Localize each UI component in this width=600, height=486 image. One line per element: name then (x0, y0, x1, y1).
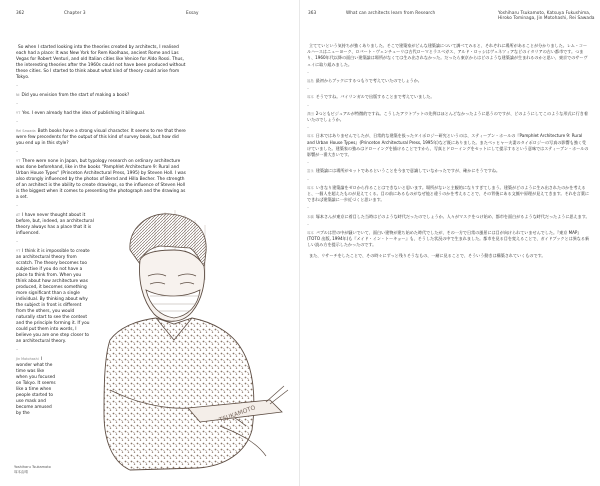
speaker-label: 本橋 (307, 214, 314, 219)
speaker-label: 澤田 (307, 111, 314, 116)
paragraph (307, 111, 590, 123)
right-body-text (307, 43, 590, 263)
paragraph-text: そうですね。バイリンガルで出版することまで考えていました。 (315, 94, 435, 100)
speaker-label: 富永 (307, 169, 314, 174)
paragraph (16, 128, 186, 147)
artist-signature: TSUKAMOTO (218, 404, 257, 424)
paragraph (16, 110, 186, 117)
speaker-label: YT (16, 159, 21, 163)
paragraph (307, 94, 590, 100)
left-footer (14, 465, 51, 474)
paragraph (16, 44, 186, 81)
paragraph-text: 建築論には場所がセットであるということを今まで意識していなかったですが、確かにそうですね。 (315, 168, 500, 174)
left-section-label: Essay (186, 10, 199, 15)
divider: – (16, 240, 19, 245)
paragraph-text: Both books have a strong visual character. It seems to me that there were few precedents for the output of this kind of survey book, but how did you end up in this style? (16, 129, 186, 146)
paragraph (307, 253, 590, 259)
speaker-label: 塚本 (307, 231, 314, 236)
speaker-label: Jin Motohashi (16, 357, 39, 361)
paragraph (307, 78, 590, 84)
divider: – (16, 84, 19, 89)
divider: – (16, 150, 19, 155)
divider: – (16, 348, 19, 353)
speaker-label: Ni (16, 93, 20, 97)
paragraph-text: 2つともビジュアルが特徴的ですね。こうしたアウトプットの先例はほとんどなかったように思うのですが、どのようにしてこのような形式に行き着いたのでしょうか。 (307, 110, 588, 123)
speaker-label: 福島 (307, 79, 314, 84)
right-chapter-title: What can architects learn from Research (346, 10, 436, 15)
paragraph-text: いきなり建築論をゼロから作ることはできないと思います。場所がないと主観的になりすぎてしまう。建築がどのように生み出されたのかを考えると、一個人を超えたものが見えてくる。目の前にあるものがなぜ他と違うのかを考えることで、その背後にある文脈や原理が見えてきます。それを言葉にできれば建築論に一歩近づくと思います。 (307, 184, 590, 203)
paragraph (307, 133, 590, 158)
paragraph (16, 356, 56, 417)
left-chapter-label: Chapter 3 (64, 10, 86, 15)
paragraph-text: So when I started looking into the theories created by architects, I realised each had a place: It was New York for Rem Koolhaas, ancient Rome and Las Vegas for Robert Venturi, and old Italian cities like Venice for Aldo Rossi. Thus, the interesting theories after the 1960s could not have been produced without these cities. So I started to think about what kind of theory could arise from Tokyo. (16, 45, 186, 80)
footer-author-name-ja: 塚本由晴 (14, 469, 28, 474)
portrait-illustration (70, 190, 296, 474)
paragraph-text: 日本ではありませんでしたが、日常的な建築を扱ったタイポロジー研究というのは、スティーブン・ホールの『Pamphlet Architecture 9: Rural and Urban House Types』(Princeton Architectural Press, 1995年)など既にありました。またベッヒャー夫妻のタイポロジーの写真の影響も強く受けていました。建築家の強みはドローイングを描けることですから、写真とドローイングをセットにして提示するという意味ではスティーブン・ホールの影響が一番大きいです。 (307, 133, 589, 158)
speaker-label: 塚本 (307, 185, 314, 190)
divider: – (307, 69, 310, 75)
divider: – (16, 120, 19, 125)
paragraph (307, 214, 590, 220)
divider: – (307, 125, 310, 131)
speaker-label: YT (16, 249, 21, 253)
authors-line: Yoshiharu Tsukamoto, Katsuya Fukushima, (498, 10, 591, 15)
authors-line: Hiroko Tominaga, Jin Motohashi, Rei Sawada (498, 15, 595, 21)
portrait-body (104, 318, 288, 470)
paragraph-text: 塚本さんが東京に着目した当時はどのような時代だったのでしょうか。人々がマスクをつけ始め、都市を面白がるような時代だったように思えます。 (315, 213, 590, 219)
paragraph (307, 168, 590, 174)
paragraph-text: I wonder what the time was like when you focused on Tokyo. It seems like a time when people started to use mask and become amused by the (16, 357, 56, 416)
paragraph-text: I have never thought about it before, but, indeed, an architectural theory always has a place that it is influenced. (16, 213, 94, 236)
divider: – (307, 102, 310, 108)
divider: – (307, 176, 310, 182)
speaker-label: 塚本 (307, 95, 314, 100)
paragraph (16, 92, 186, 99)
right-page (300, 0, 600, 486)
divider: – (307, 86, 310, 92)
paragraph (307, 230, 590, 249)
speaker-label: 塚本 (307, 134, 314, 139)
right-authors (498, 10, 595, 20)
paragraph-text: バブルは世の中が騒いでいて、面白い建物が建ち始めた時代でしたが、その一方で日常の風景には目が向けられていませんでした。『東京 MAP』(TOTO 出版, 1994年)も『メイド・イン・トーキョー』も、そうした状況の中で生まれました。都市を見る目を変えることで、ガイドブックとは異なる新しい読み方を提示したかったのです。 (307, 230, 590, 248)
right-page-number: 363 (308, 10, 317, 15)
divider: – (16, 102, 19, 107)
divider: – (307, 160, 310, 166)
paragraph-text: I think it is impossible to create an architectural theory from scratch. The theory becomes too subjective if you do not have a place to think from. When you think about how architecture was produced, it becomes something more significant than a single individual. By thinking about why the subject in front is different from the others, you would naturally start to see the context and the principle forming it. If you could put them into words, I believe you are one step closer to an architectural theory. (16, 249, 90, 344)
speaker-label: Rei Sawada (16, 129, 36, 133)
speaker-label: AT (16, 213, 21, 217)
paragraph-text: Yes. I even already had the idea of publishing it bilingual. (22, 111, 146, 116)
left-page-number: 362 (16, 10, 25, 15)
divider: – (307, 221, 310, 227)
paragraph-text: また、リサーチをしたことで、その時々にずっと残りそうなもの、一緒に見ることで、そういう動きは構築されていくものです。 (309, 252, 546, 258)
paragraph-text: Did you envision from the start of making a book? (21, 93, 130, 98)
speaker-label: YT (16, 111, 21, 115)
portrait-head (130, 214, 206, 321)
divider: – (16, 204, 19, 209)
paragraph (307, 185, 590, 204)
divider: – (307, 205, 310, 211)
paragraph-text: 立てていという気持ちが強くありました。そこで建築家がどんな建築論について調べてみると、それぞれに場所があることが分かりました。レム・コールハースはニューヨーク、ロバート・ヴェンチューリは古代ローマとラスベガス、アルド・ロッシはヴェネツィアなどのイタリアの古い都市です。つまり、1960年代以降の面白い建築論は場所がなくては生み出されなかった。だったら東京からはどのような建築論が生まれるのかと思い、東京でのサーヴェイに取り組みました。 (307, 43, 588, 67)
paragraph-text: 最初からブックにするつもりで考えていたのでしょうか。 (315, 78, 422, 84)
paragraph-text: There were none in Japan, but typology research on ordinary architecture was done beforehand, like in the books "Pamphlet Architecture 9: Rural and Urban House Types" (Princeton Architectural Press, 1995) by Steven Holl. I was also strongly influenced by the photos of Bernd and Hilla Becher. The strength of an architect is the ability to create drawings, so the influence of Steven Holl is the biggest when it comes to presenting the photograph and the drawing as a set. (16, 159, 186, 200)
footer-author-name: Yoshiharu Tsukamoto (14, 465, 51, 469)
paragraph (307, 43, 590, 68)
